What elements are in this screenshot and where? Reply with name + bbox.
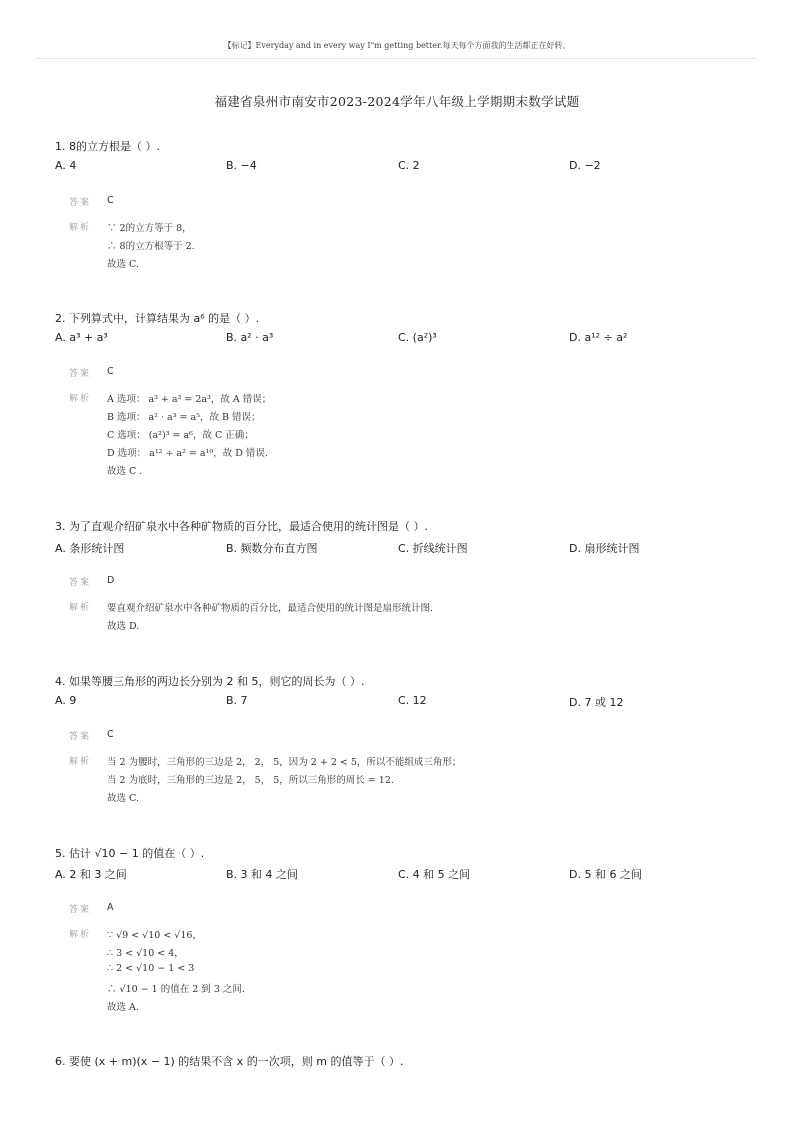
header-divider	[36, 58, 756, 59]
option-c: C. 2	[398, 159, 420, 172]
option-a: A. 4	[55, 159, 77, 172]
explain-line: C 选项： (a²)³ = a⁶，故 C 正确；	[107, 430, 254, 441]
option-d: D. −2	[569, 159, 601, 172]
answer-value: C	[107, 195, 114, 206]
answer-label: 答案	[69, 369, 92, 379]
explain-line: ∴ 3 < √10 < 4，	[107, 948, 184, 959]
option-a: A. 条形统计图	[55, 542, 125, 555]
explain-line: 故选 C.	[107, 793, 139, 804]
option-c: C. 12	[398, 694, 427, 707]
option-d: D. 扇形统计图	[569, 542, 640, 555]
explain-label: 解析	[69, 223, 92, 233]
explain-line: ∴ √10 − 1 的值在 2 到 3 之间.	[107, 984, 245, 995]
option-d: D. a¹² ÷ a²	[569, 331, 628, 344]
answer-value: A	[107, 902, 114, 913]
answer-value: C	[107, 366, 114, 377]
option-b: B. −4	[226, 159, 257, 172]
question-stem: 5. 估计 √10 − 1 的值在（ ）.	[55, 847, 205, 860]
option-c: C. (a²)³	[398, 331, 437, 344]
answer-label: 答案	[69, 578, 92, 588]
option-b: B. 3 和 4 之间	[226, 868, 299, 881]
header-motto: 【标记】Everyday and in every way I"m getting better.每天每个方面我的生活都正在好转。	[223, 41, 571, 50]
explain-label: 解析	[69, 757, 92, 767]
explain-line: D 选项： a¹² ÷ a² = a¹⁰，故 D 错误.	[107, 448, 268, 459]
option-b: B. 频数分布直方图	[226, 542, 318, 555]
option-d: D. 7 或 12	[569, 696, 624, 709]
explain-line: 故选 A.	[107, 1002, 139, 1013]
option-d: D. 5 和 6 之间	[569, 868, 642, 881]
option-b: B. 7	[226, 694, 248, 707]
explain-line: ∴ 2 < √10 − 1 < 3	[107, 963, 195, 974]
question-stem: 2. 下列算式中，计算结果为 a⁶ 的是（ ）.	[55, 312, 260, 325]
explain-line: 故选 D.	[107, 621, 140, 632]
answer-label: 答案	[69, 732, 92, 742]
option-c: C. 4 和 5 之间	[398, 868, 471, 881]
explain-line: ∵ √9 < √10 < √16，	[107, 930, 202, 941]
explain-line: ∵ 2的立方等于 8，	[107, 223, 192, 234]
question-stem: 4. 如果等腰三角形的两边长分别为 2 和 5，则它的周长为（ ）.	[55, 675, 365, 688]
answer-value: C	[107, 729, 114, 740]
option-a: A. 2 和 3 之间	[55, 868, 127, 881]
page-title: 福建省泉州市南安市2023-2024学年八年级上学期期末数学试题	[214, 94, 580, 109]
option-a: A. 9	[55, 694, 77, 707]
answer-label: 答案	[69, 905, 92, 915]
question-stem: 1. 8的立方根是（ ）.	[55, 140, 160, 153]
explain-line: 要直观介绍矿泉水中各种矿物质的百分比，最适合使用的统计图是扇形统计图.	[107, 603, 434, 614]
explain-label: 解析	[69, 930, 92, 940]
explain-line: 故选 C.	[107, 259, 139, 270]
explain-line: A 选项： a³ + a³ = 2a³，故 A 错误；	[107, 394, 272, 405]
option-c: C. 折线统计图	[398, 542, 468, 555]
explain-line: B 选项： a² · a³ = a⁵，故 B 错误；	[107, 412, 261, 423]
explain-line: 故选 C .	[107, 466, 143, 477]
option-b: B. a² · a³	[226, 331, 274, 344]
question-stem: 3. 为了直观介绍矿泉水中各种矿物质的百分比，最适合使用的统计图是（ ）.	[55, 520, 428, 533]
answer-label: 答案	[69, 198, 92, 208]
option-a: A. a³ + a³	[55, 331, 108, 344]
explain-line: 当 2 为底时，三角形的三边是 2， 5， 5，所以三角形的周长 = 12.	[107, 775, 394, 786]
explain-line: ∴ 8的立方根等于 2.	[107, 241, 195, 252]
explain-line: 当 2 为腰时，三角形的三边是 2， 2， 5，因为 2 + 2 < 5，所以不能组成三角形；	[107, 757, 462, 768]
explain-label: 解析	[69, 394, 92, 404]
answer-value: D	[107, 575, 115, 586]
explain-label: 解析	[69, 603, 92, 613]
question-stem: 6. 要使 (x + m)(x − 1) 的结果不含 x 的一次项，则 m 的值等于（ ）.	[55, 1055, 404, 1068]
